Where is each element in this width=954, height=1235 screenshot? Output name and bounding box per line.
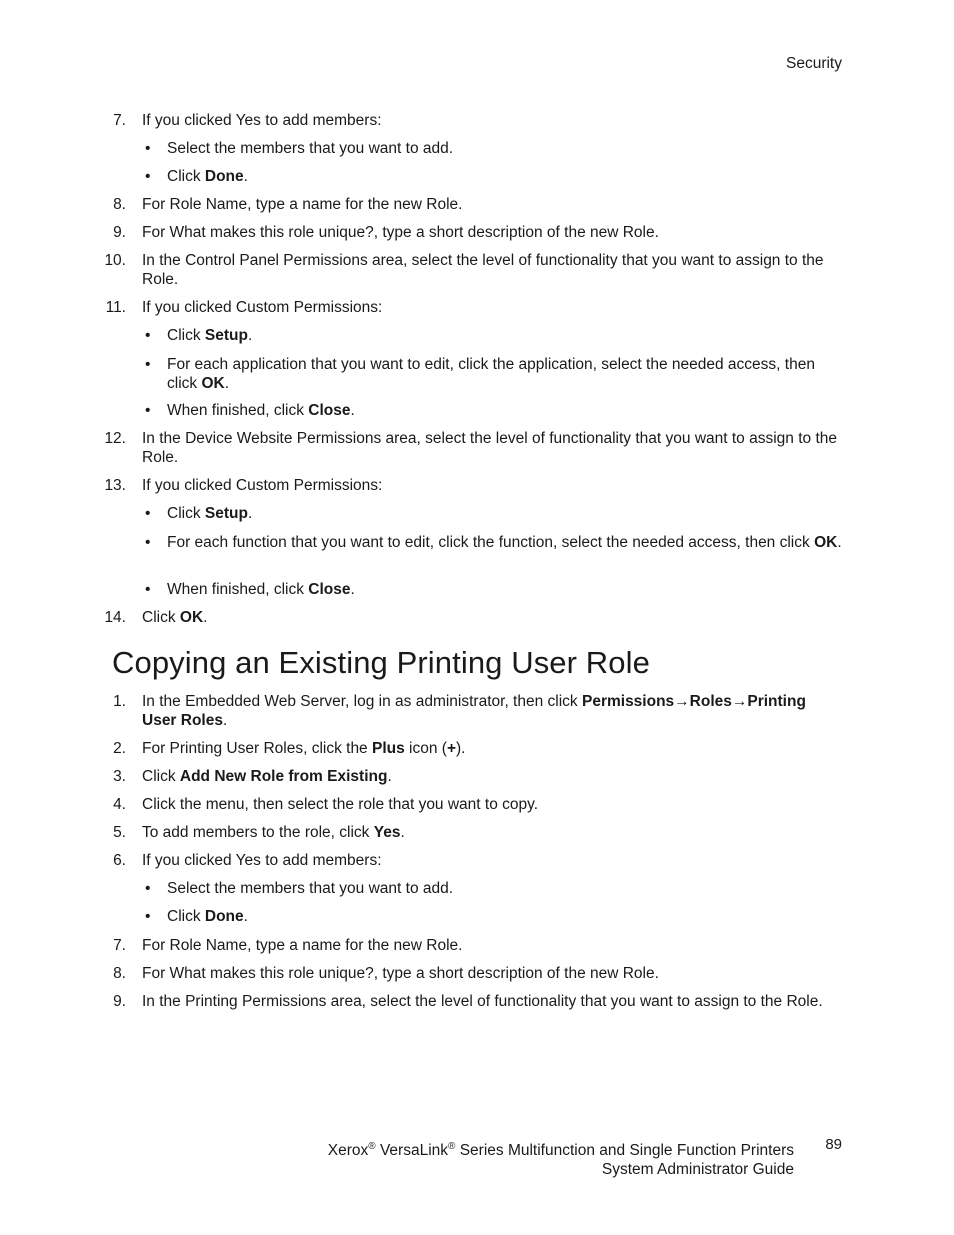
text-run: For Role Name, type a name for the new Role. [142, 196, 463, 213]
step-text [142, 223, 842, 242]
step-text [142, 692, 842, 730]
step-number: 8. [113, 965, 126, 982]
text-run: . [247, 327, 253, 344]
step-text [142, 476, 842, 495]
running-header-section: Security [786, 55, 842, 72]
step-text [142, 251, 842, 289]
text-run: . [350, 581, 355, 598]
text-run: For Printing User Roles, click the [142, 740, 372, 757]
step-text [142, 936, 842, 955]
ui-term: Yes [373, 824, 401, 841]
ui-term: OK [814, 534, 838, 551]
step-text [142, 429, 842, 467]
text-run: In the Embedded Web Server, log in as administrator, then click [142, 693, 582, 710]
text-run: Select the members that you want to add. [167, 880, 454, 897]
step-number: 9. [113, 993, 126, 1010]
step-text [142, 298, 842, 317]
step-text [142, 851, 842, 870]
text-run: icon ( [404, 740, 447, 757]
text-run: Click [167, 168, 205, 185]
step-number: 11. [105, 299, 126, 316]
ui-term: Setup [204, 327, 248, 344]
ui-term: Close [308, 581, 351, 598]
text-run: . [837, 534, 842, 551]
text-run: Select the members that you want to add. [167, 140, 454, 157]
text-run: In the Device Website Permissions area, select the level of functionality that you want to assign to the Role. [142, 430, 837, 466]
step-text [167, 580, 842, 599]
step-text [142, 795, 842, 814]
text-run: For each application that you want to edit, click the application, select the needed access, then click [167, 356, 815, 392]
text-run: . [243, 908, 248, 925]
ui-term: Done [204, 168, 244, 185]
bullet-marker: • [145, 327, 151, 344]
text-run: For Role Name, type a name for the new Role. [142, 937, 463, 954]
bullet-marker: • [145, 908, 151, 925]
text-run: Click [167, 505, 205, 522]
step-text [142, 823, 842, 842]
bullet-marker: • [145, 581, 151, 598]
text-run: To add members to the role, click [142, 824, 374, 841]
text-run: . [387, 768, 392, 785]
text-run: In the Printing Permissions area, select the level of functionality that you want to assign to the Role. [142, 993, 823, 1010]
ui-term: Permissions→Roles→Printing User Roles [142, 693, 806, 729]
step-number: 3. [113, 768, 126, 785]
ui-term: + [446, 740, 457, 757]
step-number: 5. [113, 824, 126, 841]
step-text [167, 907, 842, 926]
text-run: Click [167, 908, 205, 925]
text-run: If you clicked Yes to add members: [142, 852, 382, 869]
text-run: Click [142, 609, 180, 626]
ui-term: OK [179, 609, 204, 626]
step-text [142, 195, 842, 214]
step-number: 1. [113, 693, 126, 710]
bullet-marker: • [145, 356, 151, 373]
step-text [142, 992, 842, 1011]
text-run: Click the menu, then select the role that you want to copy. [142, 796, 539, 813]
text-run: If you clicked Custom Permissions: [142, 477, 383, 494]
ui-term: Plus [372, 740, 405, 757]
text-run: . [243, 168, 248, 185]
step-text [167, 167, 842, 186]
step-text [142, 767, 842, 786]
text-run: When finished, click [167, 581, 309, 598]
step-number: 14. [104, 609, 126, 626]
step-number: 6. [113, 852, 126, 869]
text-run: . [247, 505, 253, 522]
bullet-marker: • [145, 880, 151, 897]
step-text [167, 401, 842, 420]
bullet-marker: • [145, 402, 151, 419]
step-text [167, 533, 842, 552]
step-number: 8. [113, 196, 126, 213]
step-text [167, 139, 842, 158]
text-run: . [400, 824, 405, 841]
section-heading: Copying an Existing Printing User Role [112, 645, 650, 680]
text-run: When finished, click [167, 402, 309, 419]
text-run: For each function that you want to edit, click the function, select the needed access, then click [167, 534, 815, 551]
text-run: . [222, 712, 228, 729]
footer-title [328, 1137, 794, 1179]
text-run: If you clicked Custom Permissions: [142, 299, 383, 316]
text-run: If you clicked Yes to add members: [142, 112, 382, 129]
text-run: For What makes this role unique?, type a short description of the new Role. [142, 965, 659, 982]
step-number: 9. [113, 224, 126, 241]
bullet-marker: • [145, 534, 151, 551]
text-run: Click [142, 768, 180, 785]
text-run: Click [167, 327, 205, 344]
step-number: 10. [104, 252, 126, 269]
step-number: 7. [113, 937, 126, 954]
step-text [142, 739, 842, 758]
ui-term: Setup [204, 505, 248, 522]
text-run: ). [456, 740, 466, 757]
ui-term: OK [201, 375, 225, 392]
ui-term: Add New Role from Existing [179, 768, 388, 785]
text-run: . [203, 609, 208, 626]
step-text [167, 326, 842, 345]
step-text [142, 608, 842, 627]
step-number: 13. [104, 477, 126, 494]
text-run: For What makes this role unique?, type a short description of the new Role. [142, 224, 659, 241]
bullet-marker: • [145, 505, 151, 522]
ui-term: Done [204, 908, 244, 925]
footer-guide-name: System Administrator Guide [601, 1161, 794, 1179]
text-run: In the Control Panel Permissions area, select the level of functionality that you want to assign to the Role. [142, 252, 824, 288]
step-text [142, 964, 842, 983]
footer-product-line: Xerox® VersaLink® Series Multifunction and Single Function Printers [327, 1141, 794, 1160]
step-text [142, 111, 842, 130]
step-text [167, 355, 842, 393]
step-text [167, 504, 842, 523]
step-text [167, 879, 842, 898]
page-number: 89 [825, 1136, 842, 1153]
bullet-marker: • [145, 140, 151, 157]
ui-term: Close [308, 402, 351, 419]
step-number: 4. [113, 796, 126, 813]
step-number: 2. [113, 740, 126, 757]
step-number: 12. [104, 430, 126, 447]
bullet-marker: • [145, 168, 151, 185]
step-number: 7. [113, 112, 126, 129]
text-run: . [350, 402, 355, 419]
text-run: . [224, 375, 230, 392]
